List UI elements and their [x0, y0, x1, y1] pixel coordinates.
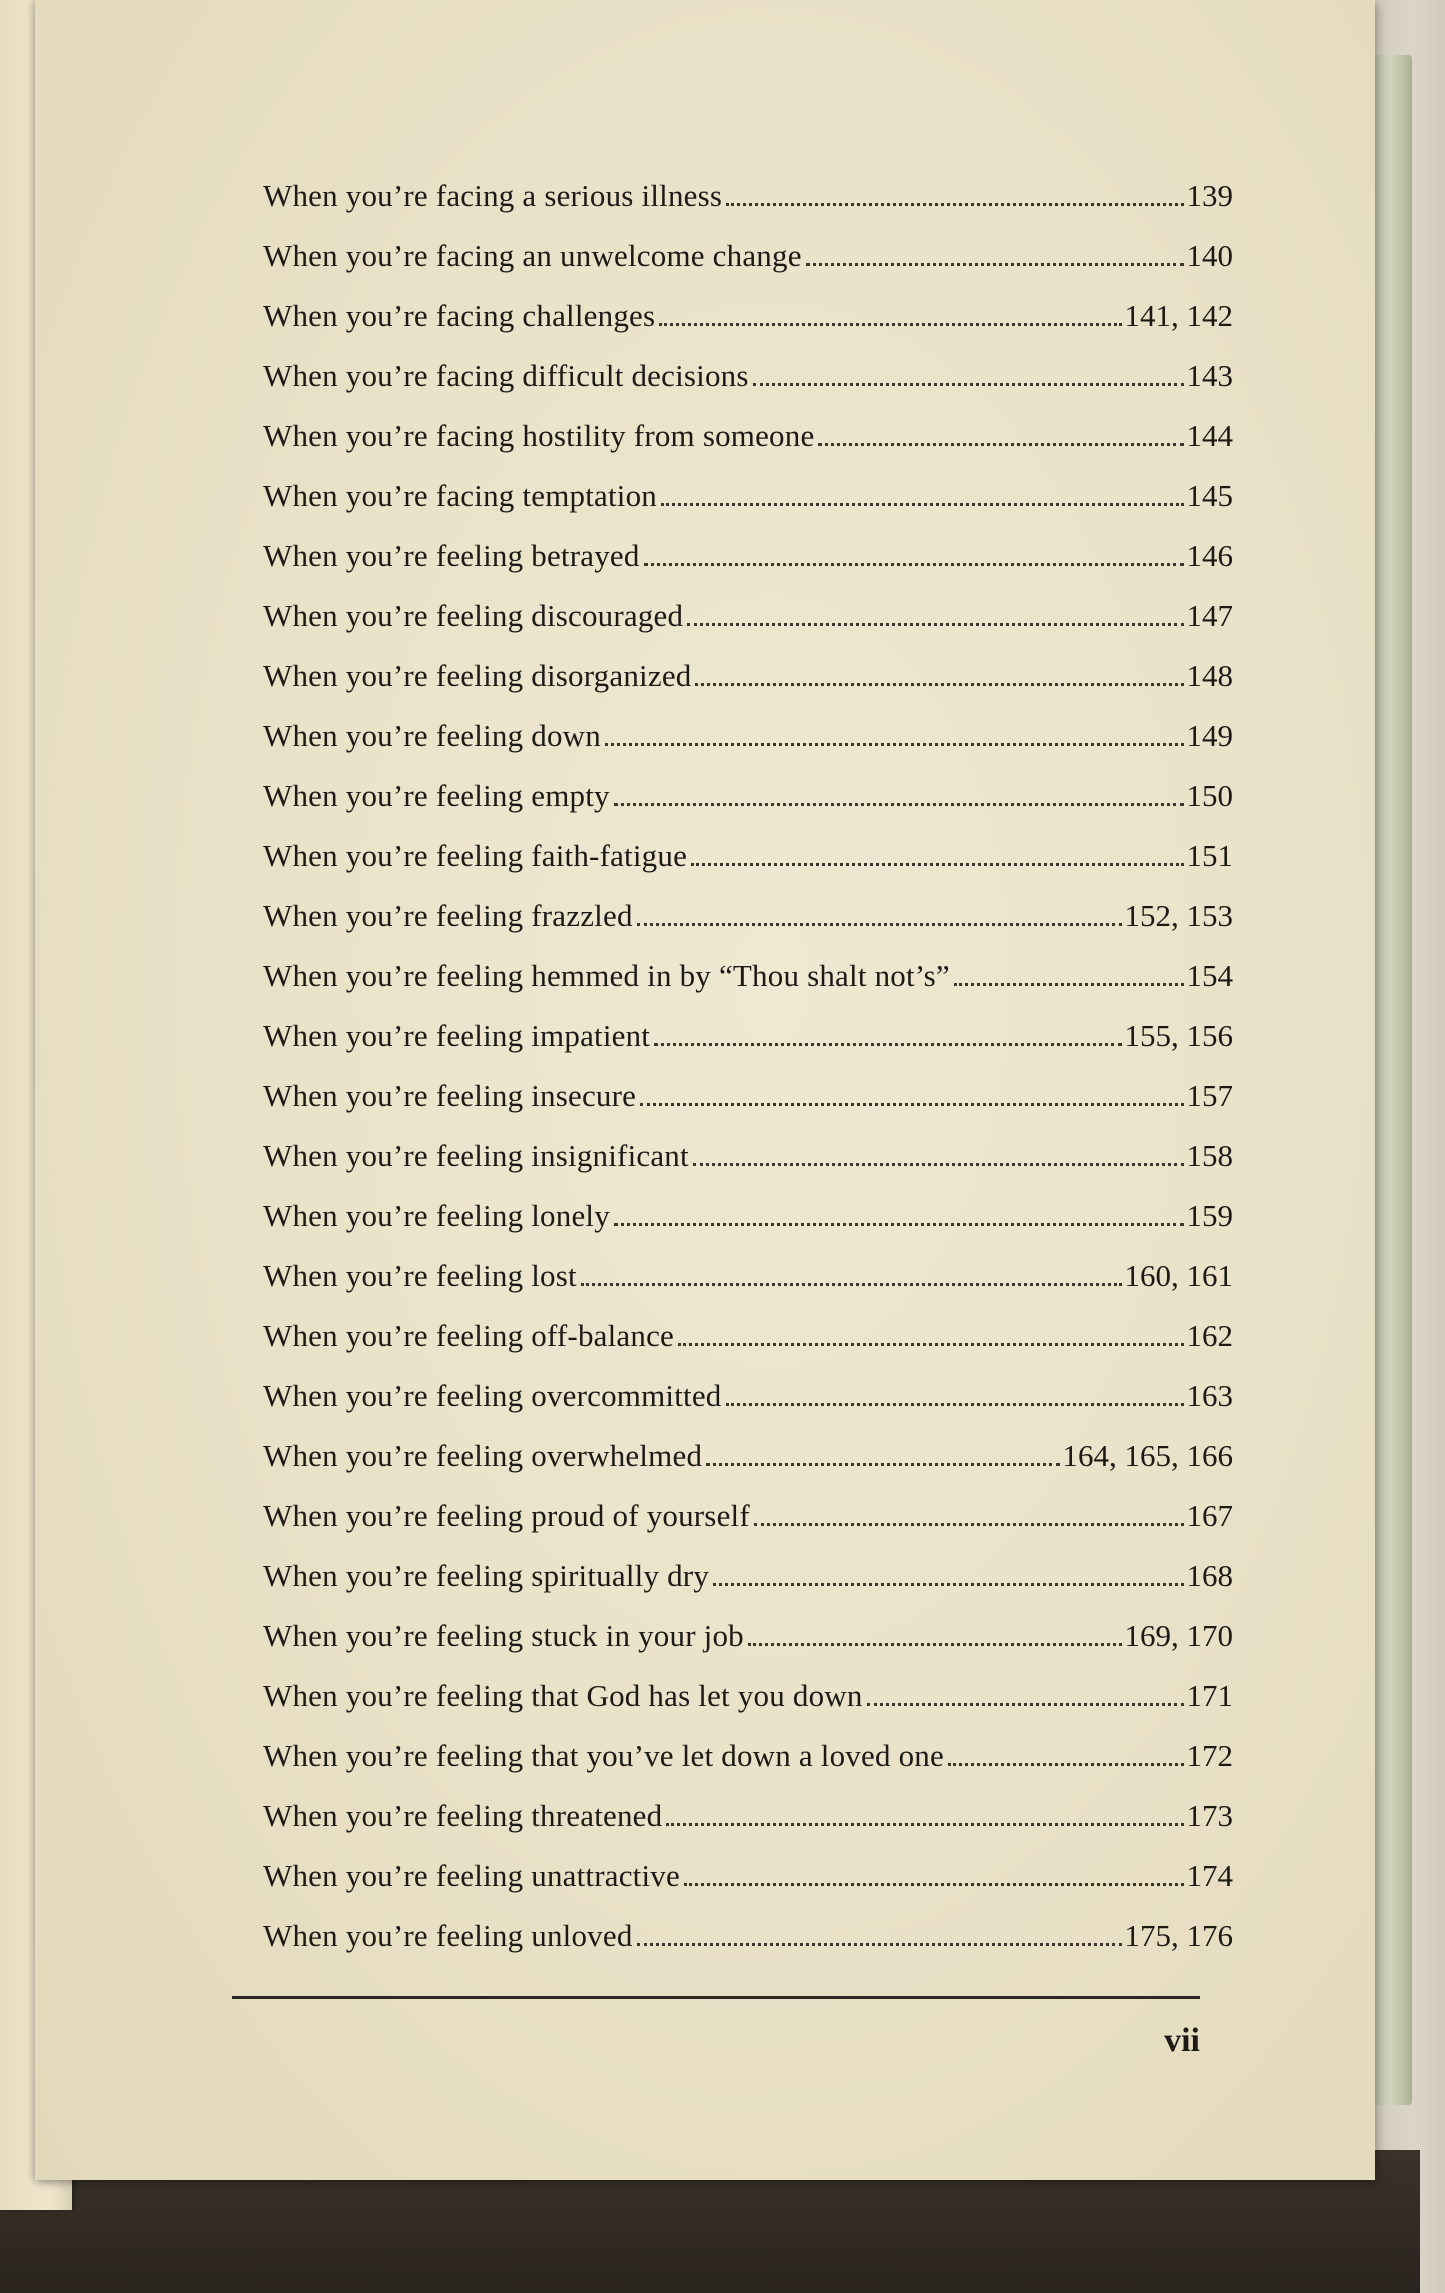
- dot-leader: [661, 502, 1183, 506]
- toc-entry-page: 157: [1186, 1078, 1233, 1113]
- dot-leader: [644, 562, 1184, 566]
- toc-entry-page: 158: [1186, 1138, 1233, 1173]
- toc-entry-title: When you’re facing an unwelcome change: [263, 238, 802, 273]
- toc-entry: [263, 358, 1233, 418]
- dot-leader: [693, 1162, 1184, 1166]
- toc-entry: [263, 1018, 1233, 1078]
- toc-entry-title: When you’re feeling empty: [263, 778, 610, 813]
- toc-entry-page: 140: [1186, 238, 1233, 273]
- toc-entry: [263, 1738, 1233, 1798]
- toc-entry-title: When you’re feeling overwhelmed: [263, 1438, 703, 1473]
- toc-entry: [263, 1258, 1233, 1318]
- toc-entry: [263, 1198, 1233, 1258]
- toc-entry: [263, 778, 1233, 838]
- toc-entry: [263, 1858, 1233, 1918]
- dot-leader: [614, 1222, 1184, 1226]
- toc-entry: [263, 538, 1233, 598]
- dot-leader: [695, 682, 1183, 686]
- toc-entry: [263, 898, 1233, 958]
- dot-leader: [666, 1822, 1183, 1826]
- toc-entry-title: When you’re feeling that you’ve let down a loved one: [263, 1738, 944, 1773]
- toc-entry-page: 143: [1186, 358, 1233, 393]
- toc-entry-page: 160, 161: [1124, 1258, 1233, 1293]
- dust-jacket-edge: [1372, 55, 1412, 2105]
- toc-entry: [263, 1678, 1233, 1738]
- toc-entry: [263, 298, 1233, 358]
- dot-leader: [706, 1462, 1059, 1466]
- toc-entry: [263, 1918, 1233, 1978]
- toc-entry: [263, 958, 1233, 1018]
- dot-leader: [948, 1762, 1184, 1766]
- dot-leader: [659, 322, 1121, 326]
- toc-entry-page: 159: [1186, 1198, 1233, 1233]
- toc-entry: [263, 1498, 1233, 1558]
- footer-rule: [232, 1996, 1200, 1999]
- toc-entry-page: 147: [1186, 598, 1233, 633]
- toc-entry: [263, 178, 1233, 238]
- toc-entry-title: When you’re feeling unattractive: [263, 1858, 680, 1893]
- toc-entry-title: When you’re feeling insignificant: [263, 1138, 689, 1173]
- toc-entry-page: 151: [1186, 838, 1233, 873]
- dot-leader: [954, 982, 1184, 986]
- dot-leader: [754, 1522, 1184, 1526]
- dot-leader: [867, 1702, 1184, 1706]
- toc-entry: [263, 1618, 1233, 1678]
- dot-leader: [678, 1342, 1183, 1346]
- toc-entry-page: 149: [1186, 718, 1233, 753]
- toc-entry-title: When you’re feeling betrayed: [263, 538, 640, 573]
- toc-entry: [263, 598, 1233, 658]
- dot-leader: [654, 1042, 1121, 1046]
- toc-entry: [263, 718, 1233, 778]
- toc-entry: [263, 478, 1233, 538]
- toc-entry-title: When you’re feeling proud of yourself: [263, 1498, 750, 1533]
- toc-entry-title: When you’re feeling lost: [263, 1258, 577, 1293]
- toc-entry-page: 175, 176: [1124, 1918, 1233, 1953]
- toc-entry-title: When you’re feeling frazzled: [263, 898, 633, 933]
- toc-entry-page: 154: [1186, 958, 1233, 993]
- toc-entry-title: When you’re feeling faith-fatigue: [263, 838, 688, 873]
- toc-entry: [263, 1378, 1233, 1438]
- dot-leader: [687, 622, 1183, 626]
- toc-entry-page: 164, 165, 166: [1062, 1438, 1233, 1473]
- toc-entry: [263, 1438, 1233, 1498]
- toc-entry-page: 174: [1186, 1858, 1233, 1893]
- toc-entry-page: 162: [1186, 1318, 1233, 1353]
- dot-leader: [581, 1282, 1122, 1286]
- dot-leader: [614, 802, 1184, 806]
- toc-entry-page: 167: [1186, 1498, 1233, 1533]
- toc-entry-title: When you’re feeling overcommitted: [263, 1378, 722, 1413]
- toc-entry-title: When you’re feeling threatened: [263, 1798, 663, 1833]
- toc-entry-title: When you’re feeling down: [263, 718, 601, 753]
- toc-entry-page: 145: [1186, 478, 1233, 513]
- toc-entry-title: When you’re feeling discouraged: [263, 598, 684, 633]
- dot-leader: [640, 1102, 1183, 1106]
- toc-entry: [263, 658, 1233, 718]
- toc-entry-page: 152, 153: [1124, 898, 1233, 933]
- toc-entry: [263, 418, 1233, 478]
- toc-entry-title: When you’re feeling disorganized: [263, 658, 692, 693]
- book-page: [35, 0, 1375, 2180]
- toc-entry: [263, 1798, 1233, 1858]
- toc-entry-title: When you’re feeling stuck in your job: [263, 1618, 744, 1653]
- toc-entry-page: 168: [1186, 1558, 1233, 1593]
- toc-entry-title: When you’re feeling spiritually dry: [263, 1558, 710, 1593]
- toc-entry-page: 139: [1186, 178, 1233, 213]
- toc-entry-page: 163: [1186, 1378, 1233, 1413]
- dot-leader: [691, 862, 1183, 866]
- dot-leader: [753, 382, 1184, 386]
- toc-entry-title: When you’re facing a serious illness: [263, 178, 723, 213]
- dot-leader: [637, 1942, 1122, 1946]
- toc-entry-title: When you’re feeling insecure: [263, 1078, 637, 1113]
- dot-leader: [806, 262, 1184, 266]
- toc-entry-title: When you’re feeling lonely: [263, 1198, 610, 1233]
- toc-entry: [263, 1558, 1233, 1618]
- dot-leader: [726, 1402, 1184, 1406]
- table-of-contents: [263, 178, 1233, 1978]
- toc-entry-page: 169, 170: [1124, 1618, 1233, 1653]
- dot-leader: [748, 1642, 1122, 1646]
- toc-entry-page: 150: [1186, 778, 1233, 813]
- toc-entry-page: 144: [1186, 418, 1233, 453]
- toc-entry-page: 171: [1186, 1678, 1233, 1713]
- dot-leader: [605, 742, 1184, 746]
- toc-entry: [263, 838, 1233, 898]
- toc-entry-title: When you’re feeling unloved: [263, 1918, 633, 1953]
- dot-leader: [713, 1582, 1183, 1586]
- toc-entry-title: When you’re feeling off-balance: [263, 1318, 675, 1353]
- toc-entry-page: 141, 142: [1124, 298, 1233, 333]
- toc-entry-page: 172: [1186, 1738, 1233, 1773]
- dot-leader: [818, 442, 1183, 446]
- toc-entry-title: When you’re feeling impatient: [263, 1018, 651, 1053]
- toc-entry-title: When you’re feeling hemmed in by “Thou shalt not’s”: [263, 958, 950, 993]
- dot-leader: [726, 202, 1183, 206]
- toc-entry-title: When you’re facing challenges: [263, 298, 656, 333]
- toc-entry-page: 173: [1186, 1798, 1233, 1833]
- toc-entry: [263, 1318, 1233, 1378]
- toc-entry-page: 155, 156: [1124, 1018, 1233, 1053]
- toc-entry: [263, 1078, 1233, 1138]
- toc-entry-title: When you’re facing temptation: [263, 478, 658, 513]
- toc-entry: [263, 238, 1233, 298]
- dot-leader: [684, 1882, 1184, 1886]
- dot-leader: [637, 922, 1122, 926]
- toc-entry-title: When you’re feeling that God has let you down: [263, 1678, 863, 1713]
- toc-entry-title: When you’re facing hostility from someone: [263, 418, 815, 453]
- page-number: vii: [1164, 2022, 1200, 2059]
- toc-entry-page: 146: [1186, 538, 1233, 573]
- toc-entry-page: 148: [1186, 658, 1233, 693]
- toc-entry: [263, 1138, 1233, 1198]
- toc-entry-title: When you’re facing difficult decisions: [263, 358, 749, 393]
